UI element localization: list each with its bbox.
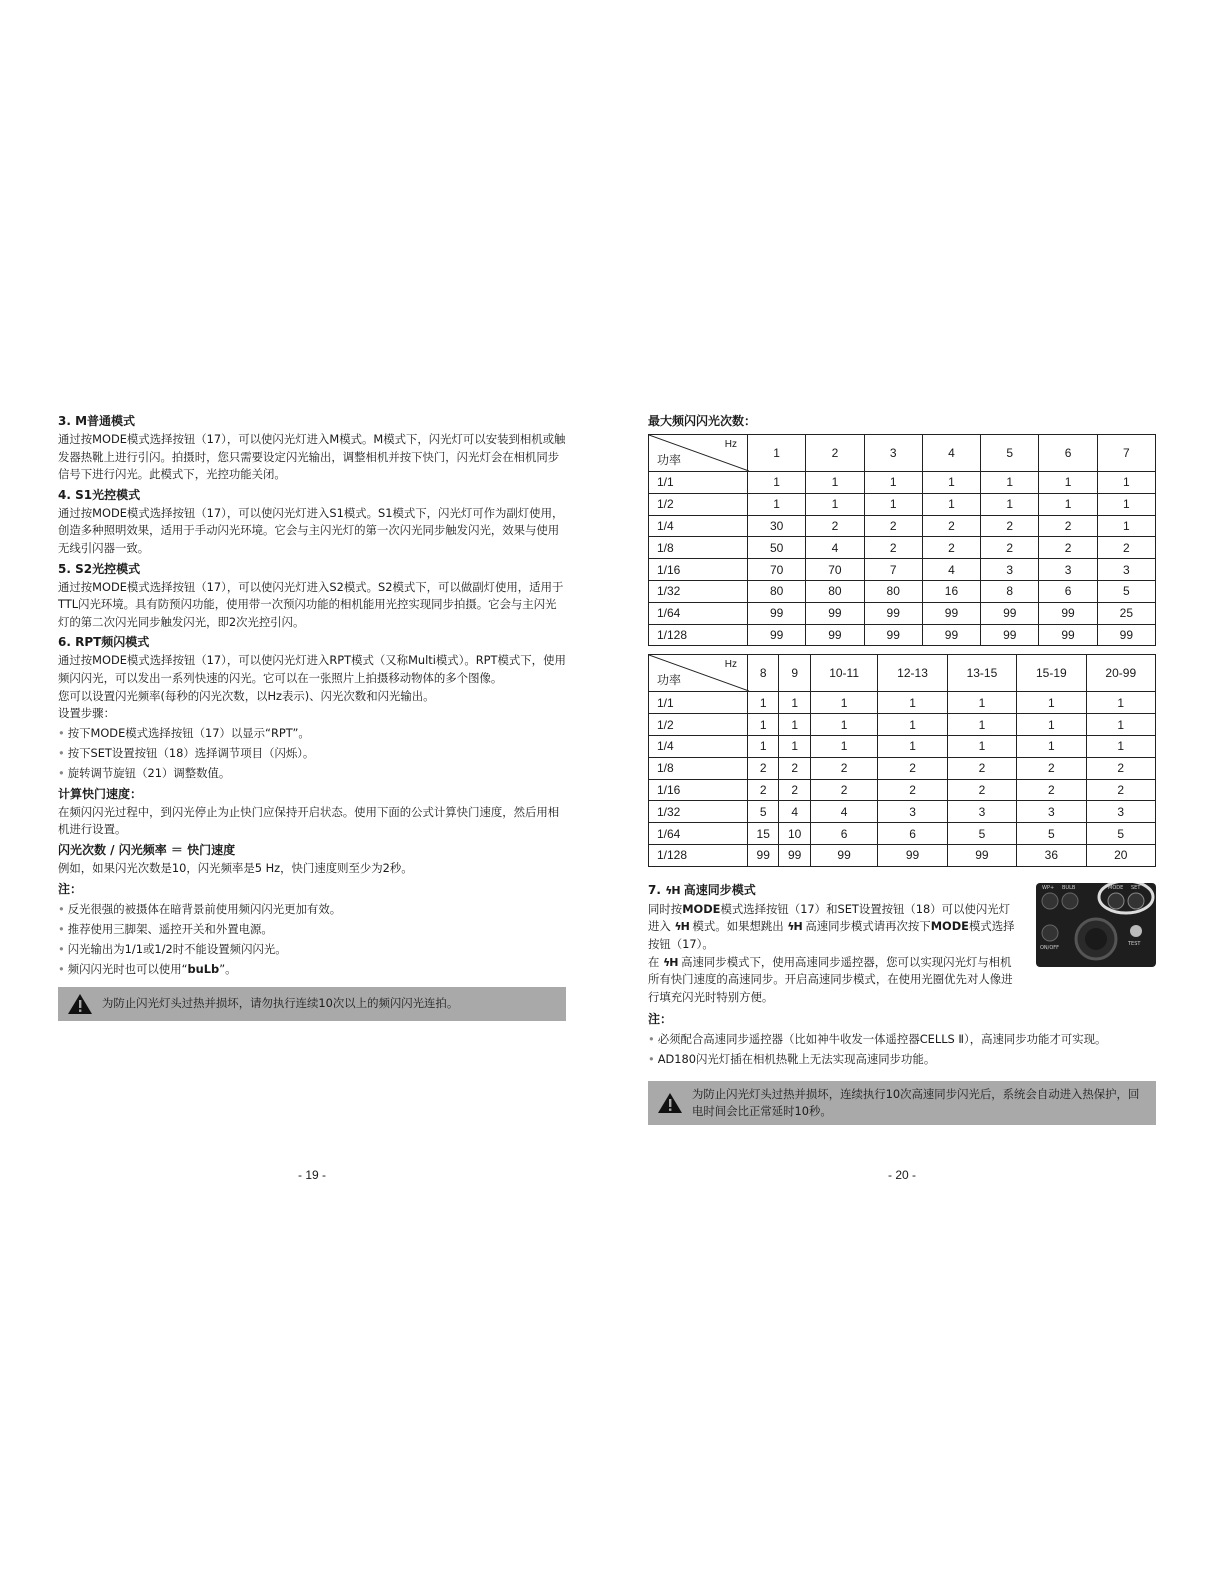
column-header: 8 — [748, 655, 779, 692]
flash-control-panel-image — [1036, 883, 1156, 967]
svg-text:TEST: TEST — [1128, 940, 1141, 947]
table-cell: 4 — [779, 801, 810, 823]
column-header: 5 — [981, 435, 1039, 472]
table-cell: 2 — [864, 515, 922, 537]
table-cell: 99 — [922, 624, 980, 646]
table-cell: 5 — [748, 801, 779, 823]
row-label: 1/32 — [649, 580, 748, 602]
row-label: 1/2 — [649, 714, 748, 736]
row-label: 1/1 — [649, 472, 748, 494]
svg-text:MODE: MODE — [1108, 884, 1124, 891]
table-cell: 2 — [981, 515, 1039, 537]
table-cell: 2 — [806, 515, 864, 537]
table-cell: 99 — [806, 602, 864, 624]
shutter-heading: 计算快门速度： — [58, 786, 143, 801]
table-cell: 1 — [947, 714, 1016, 736]
bullet-dot: • — [648, 1032, 655, 1047]
table-cell: 2 — [1097, 537, 1155, 559]
table-cell: 1 — [779, 714, 810, 736]
table-cell: 2 — [779, 757, 810, 779]
table-cell: 1 — [1097, 515, 1155, 537]
table-cell: 2 — [810, 779, 877, 801]
flash-table-2 — [648, 654, 1156, 866]
table-cell: 1 — [981, 493, 1039, 515]
table-cell: 1 — [806, 493, 864, 515]
row-label: 1/64 — [649, 602, 748, 624]
right-page — [648, 410, 1156, 1125]
table-cell: 1 — [748, 714, 779, 736]
table-row — [649, 580, 1156, 602]
table-cell: 70 — [806, 559, 864, 581]
table-cell: 2 — [947, 757, 1016, 779]
table-corner-cell — [649, 655, 748, 692]
section-heading: 4. S1光控模式 — [58, 487, 141, 502]
column-header: 20-99 — [1086, 655, 1155, 692]
column-header: 15-19 — [1017, 655, 1086, 692]
table-cell: 3 — [878, 801, 947, 823]
table-cell: 2 — [779, 779, 810, 801]
table-cell: 99 — [981, 602, 1039, 624]
table-cell: 99 — [748, 844, 779, 866]
row-label: 1/1 — [649, 692, 748, 714]
table-cell: 36 — [1017, 844, 1086, 866]
row-label: 1/4 — [649, 735, 748, 757]
table-cell: 3 — [981, 559, 1039, 581]
svg-text:ON/OFF: ON/OFF — [1040, 944, 1060, 951]
hss-warning-box — [648, 1081, 1156, 1125]
table-row — [649, 559, 1156, 581]
table-cell: 99 — [748, 602, 806, 624]
table-cell: 1 — [947, 735, 1016, 757]
table-cell: 50 — [748, 537, 806, 559]
bullet-dot: • — [58, 941, 65, 956]
table-cell: 20 — [1086, 844, 1155, 866]
warning-icon — [58, 993, 102, 1015]
note-heading: 注： — [58, 881, 83, 896]
bullet-dot: • — [58, 901, 65, 916]
table-cell: 2 — [922, 515, 980, 537]
table-cell: 2 — [981, 537, 1039, 559]
table-cell: 1 — [779, 692, 810, 714]
column-header: 13-15 — [947, 655, 1016, 692]
section-heading: 6. RPT频闪模式 — [58, 635, 150, 650]
setup-step: • 按下MODE模式选择按钮（17）以显示“RPT”。 — [58, 725, 310, 740]
table-cell: 25 — [1097, 602, 1155, 624]
note-item: • 推荐使用三脚架、遥控开关和外置电源。 — [58, 921, 273, 936]
row-label: 1/16 — [649, 559, 748, 581]
setup-step: • 旋转调节旋钮（21）调整数值。 — [58, 765, 231, 780]
warning-box — [58, 987, 566, 1021]
table-cell: 1 — [1017, 692, 1086, 714]
table-cell: 2 — [878, 779, 947, 801]
note-item: • 闪光输出为1/1或1/2时不能设置频闪闪光。 — [58, 941, 287, 956]
hss-paragraph-2: 在 ϟH 高速同步模式下，使用高速同步遥控器，您可以实现闪光灯与相机所有快门速度的高速同步。开启高速同步模式，在使用光圈优先对人像进行填充闪光时特别方便。 — [648, 954, 1013, 1004]
section-paragraph: 您可以设置闪光频率(每秒的闪光次数，以Hz表示)、闪光次数和闪光输出。 — [58, 688, 435, 703]
table-row — [649, 493, 1156, 515]
table-cell: 1 — [1039, 472, 1097, 494]
table-cell: 6 — [878, 823, 947, 845]
table-cell: 6 — [810, 823, 877, 845]
table-cell: 1 — [922, 493, 980, 515]
table-cell: 2 — [1017, 757, 1086, 779]
table-cell: 3 — [1086, 801, 1155, 823]
table-cell: 99 — [864, 602, 922, 624]
example-paragraph: 例如，如果闪光次数是10，闪光频率是5 Hz，快门速度则至少为2秒。 — [58, 860, 413, 875]
section-paragraph: 通过按MODE模式选择按钮（17），可以使闪光灯进入S1模式。S1模式下，闪光灯可作为副灯使用，创造多种照明效果，适用于手动闪光环境。它会与主闪光灯的第一次闪光同步触发闪光，效果与使用无线引闪器一致。 — [58, 505, 564, 555]
table-cell: 1 — [864, 472, 922, 494]
table-cell: 1 — [748, 493, 806, 515]
table-title: 最大频闪闪光次数： — [648, 414, 757, 428]
table-cell: 99 — [1039, 624, 1097, 646]
table-cell: 2 — [864, 537, 922, 559]
table-row — [649, 735, 1156, 757]
setup-step: • 按下SET设置按钮（18）选择调节项目（闪烁）。 — [58, 745, 315, 760]
table-cell: 2 — [1039, 515, 1097, 537]
row-label: 1/4 — [649, 515, 748, 537]
table-cell: 70 — [748, 559, 806, 581]
row-label: 1/2 — [649, 493, 748, 515]
table-cell: 2 — [810, 757, 877, 779]
table-cell: 8 — [981, 580, 1039, 602]
table-row — [649, 714, 1156, 736]
table-cell: 2 — [1086, 757, 1155, 779]
table-cell: 80 — [864, 580, 922, 602]
warning-text: 为防止闪光灯头过热并损坏，请勿执行连续10次以上的频闪闪光连拍。 — [102, 996, 459, 1010]
shutter-paragraph: 在频闪闪光过程中，到闪光停止为止快门应保持开启状态。使用下面的公式计算快门速度，然后用相机进行设置。 — [58, 804, 560, 837]
column-header: 7 — [1097, 435, 1155, 472]
hss-paragraph-1: 同时按MODE模式选择按钮（17）和SET设置按钮（18）可以使闪光灯进入 ϟH 模式。如果想跳出 ϟH 高速同步模式请再次按下MODE模式选择按钮（17）。 — [648, 901, 1015, 951]
column-header: 6 — [1039, 435, 1097, 472]
bullet-dot: • — [58, 725, 65, 740]
table-cell: 99 — [878, 844, 947, 866]
left-page — [58, 410, 566, 1021]
table-row — [649, 844, 1156, 866]
table-cell: 2 — [748, 757, 779, 779]
hss-heading: 7. ϟH 高速同步模式 — [648, 882, 756, 897]
section-paragraph: 通过按MODE模式选择按钮（17），可以使闪光灯进入M模式。M模式下，闪光灯可以安装到相机或触发器热靴上进行引闪。拍摄时，您只需要设定闪光输出，调整相机并按下快门，闪光灯会在相机同步信号下进行闪光。此模式下，光控功能关闭。 — [58, 432, 566, 482]
table-cell: 6 — [1039, 580, 1097, 602]
page-number-left: - 19 - — [298, 1168, 327, 1182]
hss-warning-text: 为防止闪光灯头过热并损坏，连续执行10次高速同步闪光后，系统会自动进入热保护，回电时间会比正常延时10秒。 — [692, 1087, 1140, 1119]
section-paragraph: 通过按MODE模式选择按钮（17），可以使闪光灯进入RPT模式（又称Multi模式）。RPT模式下，使用频闪闪光，可以发出一系列快速的闪光。它可以在一张照片上拍摄移动物体的多个图像。 — [58, 653, 566, 685]
table-cell: 1 — [1097, 493, 1155, 515]
table-cell: 99 — [806, 624, 864, 646]
table-row — [649, 537, 1156, 559]
column-header: 3 — [864, 435, 922, 472]
table-cell: 5 — [947, 823, 1016, 845]
column-header: 2 — [806, 435, 864, 472]
table-row — [649, 823, 1156, 845]
table-cell: 99 — [864, 624, 922, 646]
table-cell: 1 — [878, 714, 947, 736]
table-cell: 1 — [748, 735, 779, 757]
table-cell: 1 — [1017, 714, 1086, 736]
note-item: • AD180闪光灯插在相机热靴上无法实现高速同步功能。 — [648, 1052, 936, 1067]
svg-text:SET: SET — [1131, 884, 1141, 891]
table-cell: 2 — [1017, 779, 1086, 801]
note-bulb: • 频闪闪光时也可以使用“buLb”。 — [58, 961, 237, 976]
table-cell: 5 — [1097, 580, 1155, 602]
table-cell: 30 — [748, 515, 806, 537]
table-cell: 99 — [1039, 602, 1097, 624]
table-cell: 99 — [810, 844, 877, 866]
table-cell: 1 — [864, 493, 922, 515]
table-cell: 2 — [1039, 537, 1097, 559]
table-cell: 1 — [1086, 692, 1155, 714]
table-cell: 2 — [748, 779, 779, 801]
table-cell: 3 — [1097, 559, 1155, 581]
table-row — [649, 757, 1156, 779]
table-cell: 3 — [1039, 559, 1097, 581]
table-cell: 1 — [1086, 714, 1155, 736]
table-cell: 99 — [1097, 624, 1155, 646]
table-cell: 99 — [947, 844, 1016, 866]
section-heading: 5. S2光控模式 — [58, 561, 141, 576]
table-cell: 1 — [806, 472, 864, 494]
table-cell: 99 — [748, 624, 806, 646]
table-cell: 5 — [1086, 823, 1155, 845]
table-corner-cell — [649, 435, 748, 472]
row-label: 1/8 — [649, 537, 748, 559]
table-cell: 4 — [806, 537, 864, 559]
svg-text:BULB: BULB — [1062, 884, 1076, 891]
note-item: • 必须配合高速同步遥控器（比如神牛收发一体遥控器CELLS Ⅱ），高速同步功能才可实现。 — [648, 1032, 1107, 1047]
corner-hz-label: Hz — [724, 439, 737, 450]
table-cell: 4 — [922, 559, 980, 581]
table-cell: 3 — [947, 801, 1016, 823]
bullet-dot: • — [58, 921, 65, 936]
flash-table-1 — [648, 434, 1156, 646]
formula: 闪光次数 / 闪光频率 ＝ 快门速度 — [58, 842, 236, 857]
row-label: 1/128 — [649, 844, 748, 866]
right-note-heading: 注： — [648, 1012, 673, 1027]
table-cell: 99 — [922, 602, 980, 624]
table-cell: 2 — [922, 537, 980, 559]
table-cell: 2 — [878, 757, 947, 779]
table-cell: 2 — [1086, 779, 1155, 801]
table-cell: 1 — [1097, 472, 1155, 494]
table-cell: 4 — [810, 801, 877, 823]
table-cell: 10 — [779, 823, 810, 845]
row-label: 1/16 — [649, 779, 748, 801]
table-cell: 1 — [1017, 735, 1086, 757]
corner-power-label: 功率 — [657, 453, 682, 467]
page-number-right: - 20 - — [888, 1168, 917, 1182]
column-header: 1 — [748, 435, 806, 472]
row-label: 1/128 — [649, 624, 748, 646]
table-row — [649, 624, 1156, 646]
table-cell: 1 — [748, 472, 806, 494]
table-row — [649, 602, 1156, 624]
column-header: 12-13 — [878, 655, 947, 692]
table-cell: 3 — [1017, 801, 1086, 823]
svg-text:WP+: WP+ — [1042, 884, 1055, 891]
table-cell: 80 — [806, 580, 864, 602]
table-row — [649, 472, 1156, 494]
table-cell: 99 — [779, 844, 810, 866]
table-cell: 1 — [810, 692, 877, 714]
warning-icon — [648, 1092, 692, 1114]
section-heading: 3. M普通模式 — [58, 414, 136, 428]
table-cell: 16 — [922, 580, 980, 602]
table-cell: 1 — [878, 735, 947, 757]
table-cell: 1 — [878, 692, 947, 714]
table-cell: 1 — [981, 472, 1039, 494]
table-row — [649, 801, 1156, 823]
table-cell: 1 — [1086, 735, 1155, 757]
table-cell: 5 — [1017, 823, 1086, 845]
row-label: 1/32 — [649, 801, 748, 823]
table-cell: 1 — [810, 714, 877, 736]
row-label: 1/8 — [649, 757, 748, 779]
bullet-dot: • — [648, 1052, 655, 1067]
hss-icon: ϟH — [665, 883, 680, 897]
table-row — [649, 692, 1156, 714]
section-paragraph: 设置步骤： — [58, 706, 115, 721]
table-cell: 2 — [947, 779, 1016, 801]
table-cell: 1 — [922, 472, 980, 494]
bullet-dot: • — [58, 745, 65, 760]
table-cell: 1 — [810, 735, 877, 757]
column-header: 10-11 — [810, 655, 877, 692]
table-cell: 15 — [748, 823, 779, 845]
corner-power-label: 功率 — [657, 673, 682, 688]
table-cell: 1 — [1039, 493, 1097, 515]
column-header: 4 — [922, 435, 980, 472]
row-label: 1/64 — [649, 823, 748, 845]
section-paragraph: 通过按MODE模式选择按钮（17），可以使闪光灯进入S2模式。S2模式下，可以做副灯使用，适用于TTL闪光环境。具有防预闪功能，使用带一次预闪功能的相机能用光控实现同步拍摄。它会与主闪光灯的第二次闪光同步触发闪光，即2次光控引闪。 — [58, 579, 564, 629]
note-item: • 反光很强的被摄体在暗背景前使用频闪闪光更加有效。 — [58, 901, 342, 916]
table-cell: 7 — [864, 559, 922, 581]
table-cell: 1 — [779, 735, 810, 757]
table-row — [649, 515, 1156, 537]
table-cell: 99 — [981, 624, 1039, 646]
corner-hz-label: Hz — [724, 659, 737, 671]
table-cell: 1 — [947, 692, 1016, 714]
column-header: 9 — [779, 655, 810, 692]
table-row — [649, 779, 1156, 801]
table-cell: 1 — [748, 692, 779, 714]
table-cell: 80 — [748, 580, 806, 602]
bullet-dot: • — [58, 765, 65, 780]
